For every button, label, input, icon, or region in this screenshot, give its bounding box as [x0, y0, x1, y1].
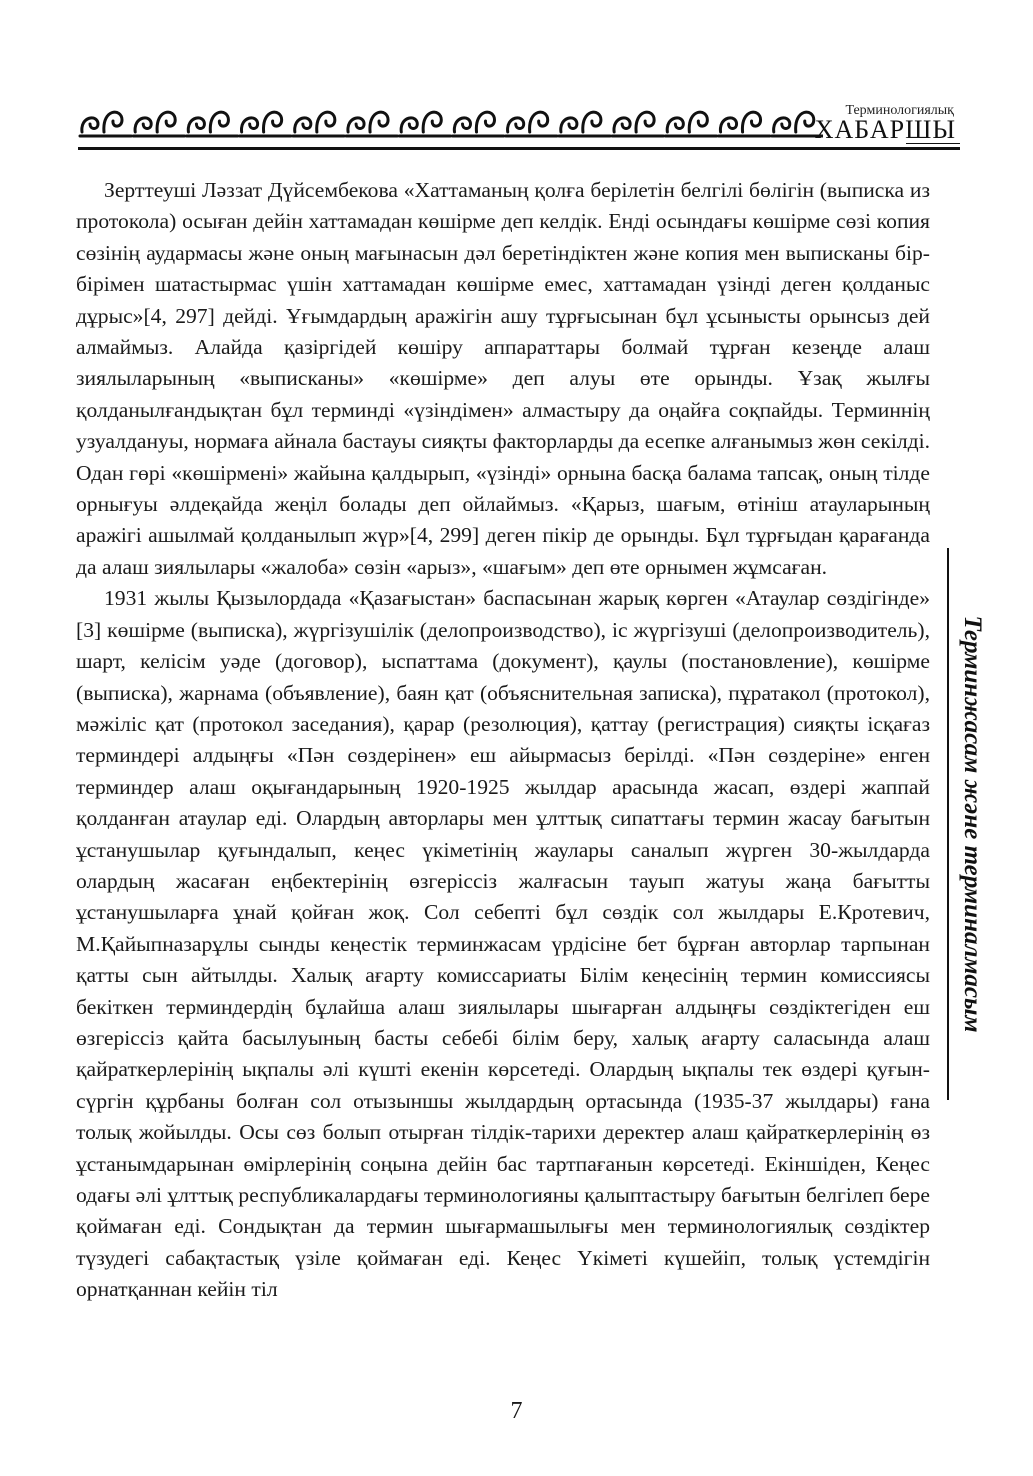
ornament-motif	[186, 112, 237, 136]
ornament-motif	[612, 112, 663, 136]
paragraph-1: Зерттеуші Ләззат Дүйсембекова «Хаттаманың қолға берілетін белгілі бөлігін (выписка из протокола) осыған дейін хаттамадан көшірме деп келдік. Енді осындағы көшірме сөзі копия сөзінің аудармасы және оның мағынасын дәл беретіндіктен және копия мен выписканы бір-бірімен шатастырмас үшін хаттамадан көшірме емес, хаттамадан үзінді деген қолданыс дұрыс»[4, 297] дейді. Ұғымдардың аражігін ашу тұрғысынан бұл ұсынысты орынсыз дей алмаймыз. Алайда қазіргідей көшіру аппараттары болмай тұрған кезеңде алаш зиялыларының «выписканы» «көшірме» деп алуы өте орынды. Ұзақ жылғы қолданылғандықтан бұл терминді «үзіндімен» алмастыру да оңайға соқпайды. Терминнің узуалдануы, нормаға айнала бастауы сияқты факторларды да есепке алғанымыз жөн секілді. Одан гөрі «көшірмені» жайына қалдырып, «үзінді» орнына басқа балама тапсақ, оның тілде орнығуы әлдеқайда жеңіл болады деп ойлаймыз. «Қарыз, шағым, өтініш атауларының аражігі ашылмай қолданылып жүр»[4, 299] деген пікір де орынды. Бұл тұрғыдан қарағанда да алаш зиялылары «жалоба» сөзін «арыз», «шағым» деп өте орнымен жұмсаған.	[76, 178, 930, 579]
side-section-title-box	[953, 548, 991, 1100]
header-rule	[78, 147, 960, 150]
journal-title-small: Терминологиялық	[845, 103, 954, 118]
journal-title: ХАБАРШЫ	[814, 115, 956, 144]
ornament-motif	[559, 112, 610, 136]
page-header	[78, 96, 960, 148]
ornament-motif	[133, 112, 184, 136]
ornament-motif	[240, 112, 291, 136]
side-section-title: Терминжасам және терминалмасым	[959, 615, 986, 1033]
ornament-motif	[80, 112, 131, 136]
ornament-motif	[506, 112, 557, 136]
ornament-motif	[346, 112, 397, 136]
side-rule	[947, 548, 949, 1100]
kazakh-ornament-icon	[78, 102, 823, 140]
page-number: 7	[510, 1398, 523, 1424]
ornament-motif	[293, 112, 344, 136]
ornament-motif	[399, 112, 450, 136]
ornament-motif	[719, 112, 770, 136]
article-body	[76, 175, 930, 1306]
ornament-motif	[453, 112, 504, 136]
paragraph-2: 1931 жылы Қызылордада «Қазағыстан» баспасынан жарық көрген «Атаулар сөздігінде» [3] көшірме (выписка), жүргізушілік (делопроизводство), іс жүргізуші (делопроизводитель), шарт, келісім уәде (договор), ыспаттама (документ), қаулы (постановление), көшірме (выписка), жарнама (объявление), баян қат (объяснительная записка), пұратакол (протокол), мәжіліс қат (протокол заседания), қарар (резолюция), қаттау (регистрация) сияқты ісқағаз терминдері алдыңғы «Пән сөздерінен» еш айырмасыз берілді. «Пән сөздеріне» енген терминдер алаш оқығандарының 1920-1925 жылдар арасында жасап, өздері жаппай қолданған атаулар еді. Олардың авторлары мен ұлттық сипаттағы термин жасау бағытын ұстанушылар қуғындалып, кеңес үкіметінің жаулары саналып жүрген 30-жылдарда олардың жасаған еңбектерінің өзгеріссіз жалғасын тауып жатуы жаңа бағытты ұстанушыларға ұнай қойған жоқ. Сол себепті бұл сөздік сол жылдары Е.Кротевич, М.Қайыпназарұлы сынды кеңестік терминжасам үрдісіне бет бұрған авторлар тарпынан қатты сын айтылды. Халық ағарту комиссариаты Білім кеңесінің термин комиссиясы бекіткен терминдердің бұлайша алаш зиялылары шығарған алдыңғы сөздіктегіден еш өзгеріссіз қайта басылуының басты себебі білім беру, халық ағарту саласында алаш қайраткерлерінің ықпалы әлі күшті екенін көрсетеді. Олардың ықпалы тек өздері қуғын-сүргін құрбаны болған сол отызыншы жылдардың ортасында (1935-37 жылдары) ғана толық жойылды. Осы сөз болып отырған тілдік-тарихи деректер алаш қайраткерлерінің өз ұстанымдарынан өмірлерінің соңына дейін бас тартпағанын көрсетеді. Екіншіден, Кеңес одағы әлі ұлттық республикалардағы терминологияны қалыптастыру бағытын белгілеп бере қоймаған еді. Сондықтан да термин шығармашылығы мен терминологиялық сөздіктер түзудегі сабақтастық үзіле қоймаған еді. Кеңес Үкіметі күшейіп, толық үстемдігін орнатқаннан кейін тіл	[76, 586, 930, 1302]
ornament-motif	[665, 112, 716, 136]
header-rule-thin	[906, 143, 960, 144]
